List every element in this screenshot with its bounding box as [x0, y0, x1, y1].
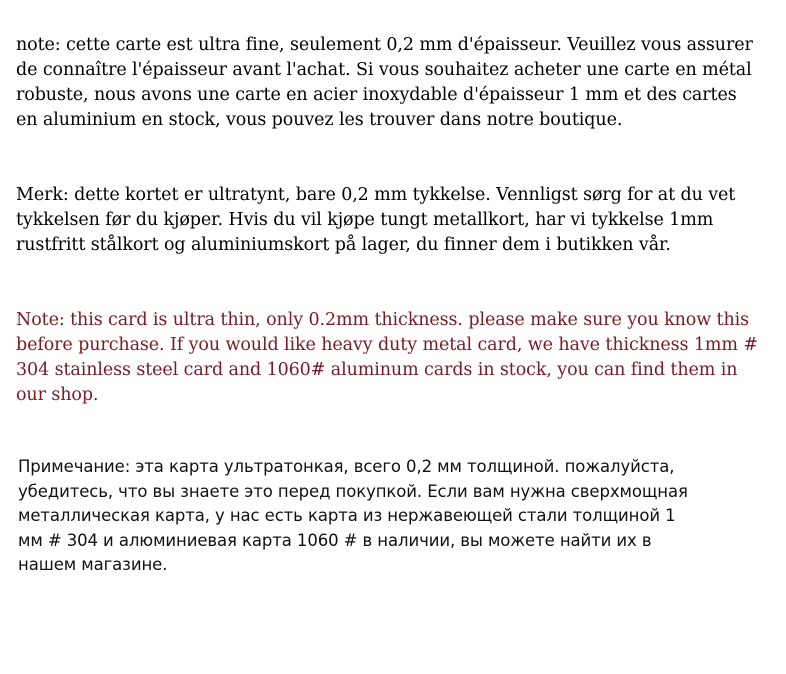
- note-french: note: cette carte est ultra fine, seulement 0,2 mm d'épaisseur. Veuillez vous assurer de connaître l'épaisseur avant l'achat. Si vous souhaitez acheter une carte en métal robuste, nous avons une carte en acier inoxydable d'épaisseur 1 mm et des cartes en aluminium en stock, vous pouvez les trouver dans notre boutique.: [16, 35, 753, 130]
- note-norwegian: Merk: dette kortet er ultratynt, bare 0,2 mm tykkelse. Vennligst sørg for at du vet tykkelsen før du kjøper. Hvis du vil kjøpe tungt metallkort, har vi tykkelse 1mm rustfritt stålkort og aluminiumskort på lager, du finner dem i butikken vår.: [16, 185, 736, 255]
- note-russian: Примечание: эта карта ультратонкая, всего 0,2 мм толщиной. пожалуйста, убедитесь, что вы знаете это перед покупкой. Если вам нужна сверхмощная металлическая карта, у нас есть карта из нержавеющей стали толщиной 1 мм # 304 и алюминиевая карта 1060 # в наличии, вы можете найти их в нашем магазине.: [18, 457, 688, 574]
- note-english: Note: this card is ultra thin, only 0.2mm thickness. please make sure you know this before purchase. If you would like heavy duty metal card, we have thickness 1mm # 304 stainless steel card and 1060# aluminum cards in stock, you can find them in our shop.: [16, 310, 758, 405]
